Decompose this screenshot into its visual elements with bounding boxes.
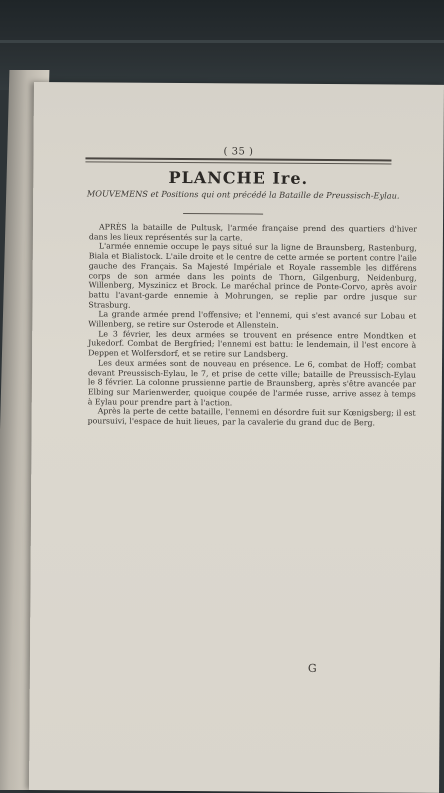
background-dark-surface <box>0 0 444 90</box>
page-title: PLANCHE Ire. <box>168 167 309 188</box>
page-number: ( 35 ) <box>223 146 254 158</box>
paragraph: La grande armée prend l'offensive; et l'ennemi, qui s'est avancé sur Lobau et Willenberg, se retire sur Osterode et Allenstein. <box>88 309 417 330</box>
signature-mark: G <box>307 661 317 675</box>
page-subtitle: MOUVEMENS et Positions qui ont précédé la Bataille de Preussisch-Eylau. <box>86 188 400 201</box>
paragraph: APRÈS la bataille de Pultusk, l'armée française prend des quartiers d'hiver dans les lieux représentés sur la carte. <box>88 222 418 243</box>
paragraph: L'armée ennemie occupe le pays situé sur la ligne de Braunsberg, Rastenburg, Biala et Bialistock. L'aile droite et le centre de cette armée se portent contre l'aile gauche des Français. Sa Majesté Impériale et Royale rassemble les différens corps de son armée dans les points de Thorn, Gilgenburg, Neidenburg, Willenberg, Myszinicz et Brock. Le maréchal prince de Ponte-Corvo, après avoir battu l'avant-garde ennemie à Mohrungen, se replie par ordre jusque sur Strasburg. <box>88 241 417 310</box>
header-rule-thin <box>85 161 391 164</box>
background-edge <box>0 40 444 43</box>
paragraph: Après la perte de cette bataille, l'ennemi en désordre fuit sur Kœnigsberg; il est poursuivi, l'espace de huit lieues, par la cavalerie du grand duc de Berg. <box>87 406 416 428</box>
subtitle-rule <box>183 213 263 215</box>
paragraph: Le 3 février, les deux armées se trouvent en présence entre Mondtken et Jukedorf. Combat de Bergfried; l'ennemi est battu: le lendemain, il l'est encore à Deppen et Wolfersdorf, et se retire sur Landsberg. <box>88 329 417 359</box>
body-text <box>88 222 417 428</box>
paragraph: Les deux armées sont de nouveau en présence. Le 6, combat de Hoff; combat devant Preussisch-Eylau, le 7, et prise de cette ville; bataille de Preussisch-Eylau le 8 février. La colonne prussienne partie de Braunsberg, après s'être avancée par Elbing sur Marienwerder, quoique coupée de l'armée russe, arrive assez à temps à Eylau pour prendre part à l'action. <box>87 358 417 408</box>
document-page <box>29 82 444 793</box>
